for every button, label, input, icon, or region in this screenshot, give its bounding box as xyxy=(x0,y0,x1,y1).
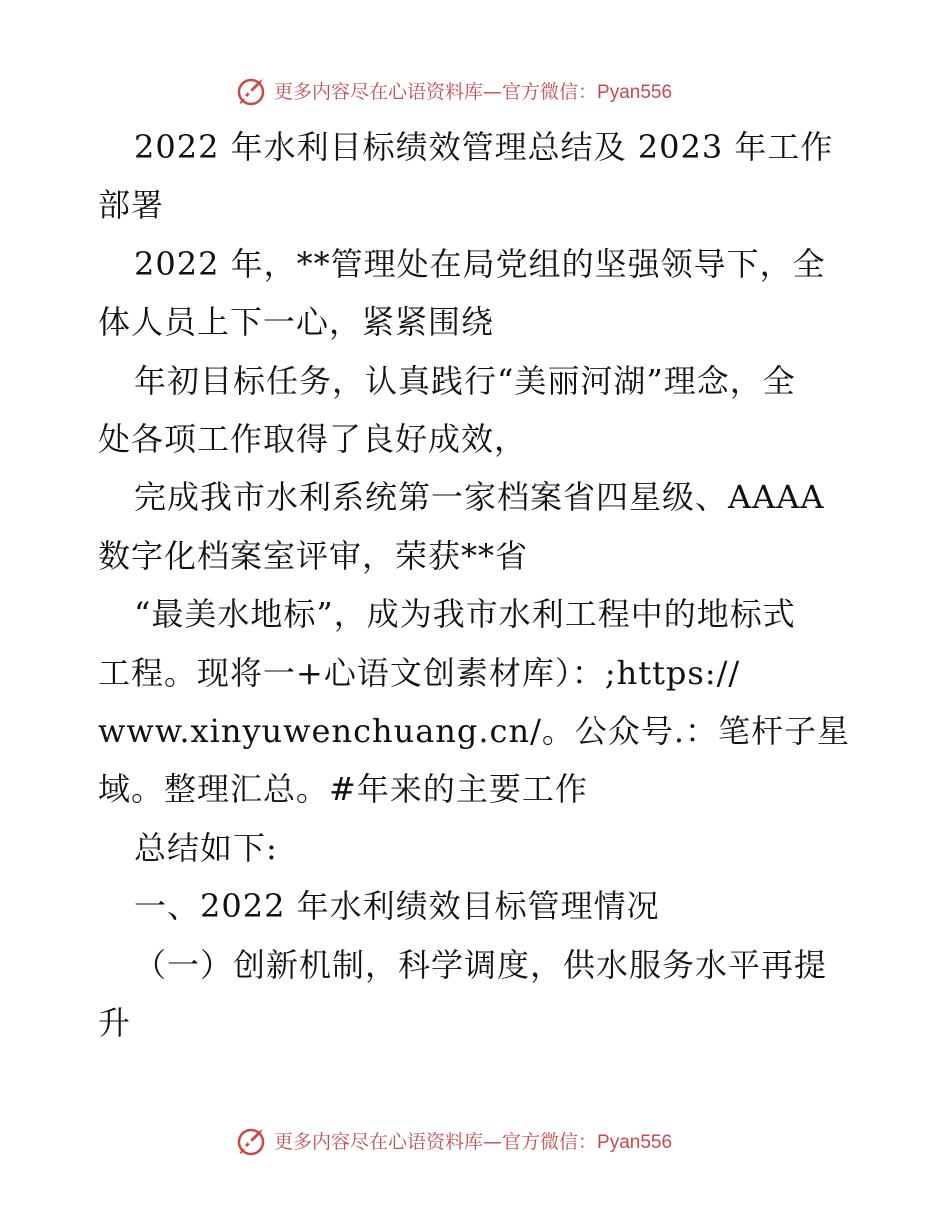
paragraph-line: 域。整理汇总。#年来的主要工作 xyxy=(98,770,588,808)
paragraph-line: www.xinyuwenchuang.cn/。公众号.：笔杆子星 xyxy=(98,712,851,750)
paragraph-line: 工程。现将一+心语文创素材库）：;https:// xyxy=(98,654,741,692)
paragraph-line: 年初目标任务，认真践行“美丽河湖”理念，全 xyxy=(134,362,796,400)
paragraph-line: 2022 年，**管理处在局党组的坚强领导下，全 xyxy=(134,245,826,283)
title-line-2: 部署 xyxy=(98,186,165,224)
paragraph-line: 处各项工作取得了良好成效， xyxy=(98,420,528,458)
pen-nib-logo-icon xyxy=(236,73,270,107)
paragraph-line: 完成我市水利系统第一家档案省四星级、AAAA xyxy=(134,478,825,516)
paragraph-line: 体人员上下一心，紧紧围绕 xyxy=(98,303,495,341)
watermark-id: Pyan556 xyxy=(597,81,673,103)
paragraph-line: 数字化档案室评审，荣获**省 xyxy=(98,537,529,575)
section-heading: 一、2022 年水利绩效目标管理情况 xyxy=(134,887,660,925)
watermark-id: Pyan556 xyxy=(597,1131,673,1153)
watermark-label: 更多内容尽在心语资料库—官方微信： xyxy=(274,80,598,103)
paragraph-line: “最美水地标”，成为我市水利工程中的地标式 xyxy=(134,595,796,633)
subsection-heading: （一）创新机制，科学调度，供水服务水平再提 xyxy=(134,946,828,984)
pen-nib-logo-icon xyxy=(236,1123,270,1157)
header-watermark xyxy=(236,72,672,108)
watermark-text xyxy=(274,1127,672,1154)
title-line-1: 2022 年水利目标绩效管理总结及 2023 年工作 xyxy=(134,128,834,166)
footer-watermark xyxy=(236,1122,672,1158)
watermark-text xyxy=(274,77,672,104)
watermark-label: 更多内容尽在心语资料库—官方微信： xyxy=(274,1130,598,1153)
paragraph-line: 总结如下: xyxy=(134,829,278,867)
subsection-heading-cont: 升 xyxy=(98,1004,132,1042)
